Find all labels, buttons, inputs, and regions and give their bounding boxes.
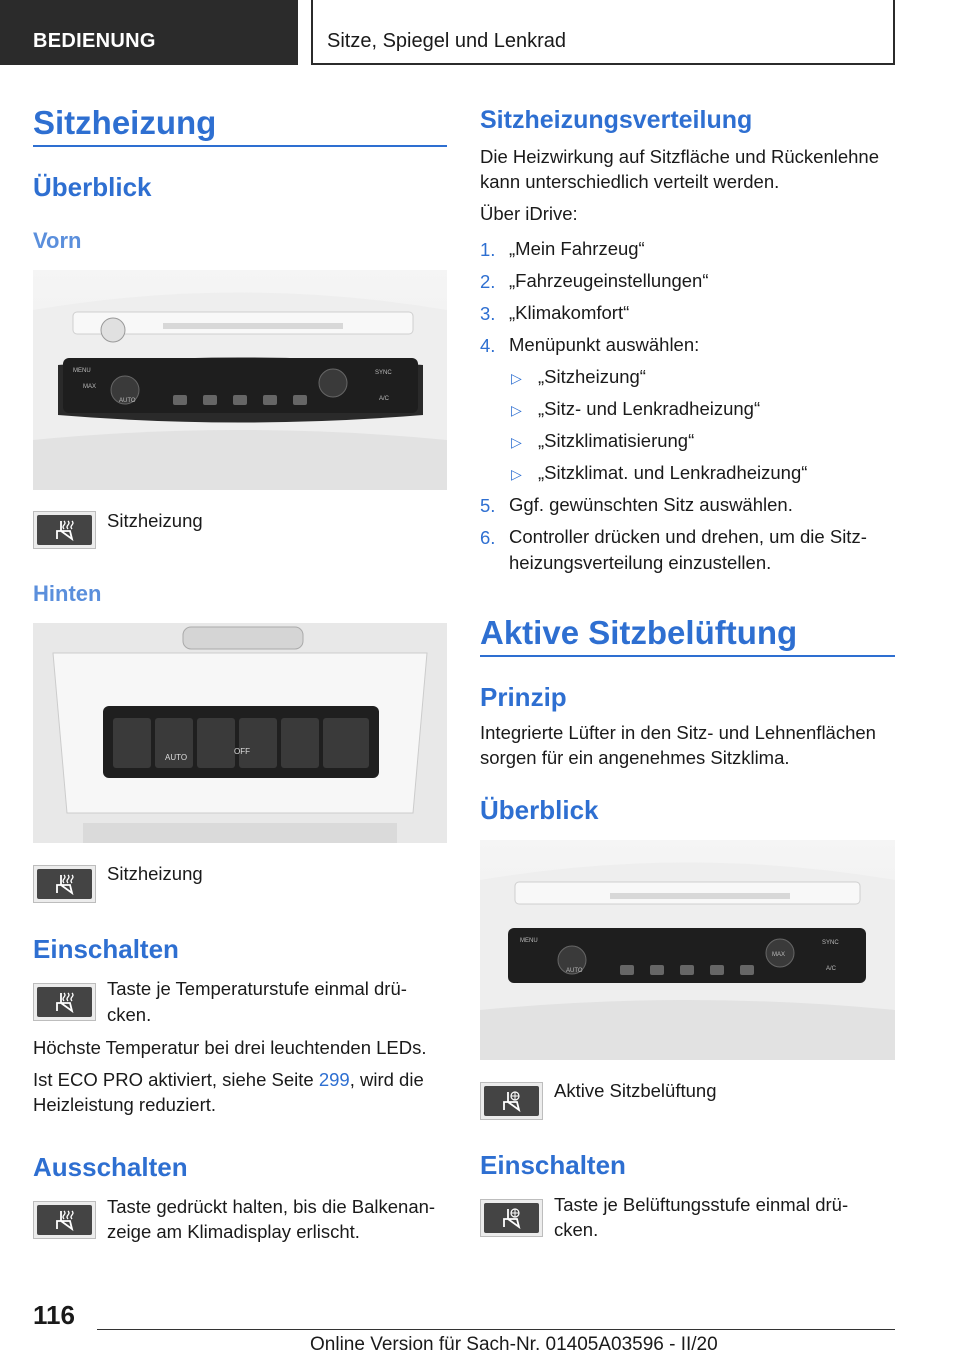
front-panel-sync-text: SYNC	[375, 370, 392, 376]
bullet-triangle-icon: ▷	[511, 434, 522, 450]
vent-on-text-line-1: Taste je Belüftungsstufe einmal drü-	[554, 1194, 849, 1215]
step-item: Menüpunkt auswählen:	[509, 334, 700, 355]
vent-panel-menu-text: MENU	[520, 938, 538, 944]
step-number: 6.	[480, 527, 496, 548]
off-text-line-2: zeige am Klimadisplay erlischt.	[107, 1221, 360, 1242]
front-climate-panel-photo	[33, 270, 447, 490]
heading-vent-overview: Überblick	[480, 795, 599, 825]
step-number: 4.	[480, 335, 496, 356]
sub-item: „Sitzheizung“	[538, 366, 646, 387]
rear-caption: Sitzheizung	[107, 863, 203, 884]
bullet-triangle-icon: ▷	[511, 370, 522, 386]
heading-front: Vorn	[33, 228, 82, 253]
eco-page-link[interactable]: 299	[318, 1069, 350, 1090]
footer-rule	[97, 1329, 895, 1330]
header-section-tab	[0, 0, 298, 65]
sub-item: „Sitz- und Lenkradheizung“	[538, 398, 761, 419]
eco-text-post: , wird die	[349, 1069, 424, 1090]
vent-panel-auto-text: AUTO	[566, 968, 583, 974]
seat-heating-button-icon	[33, 511, 96, 549]
heading-on: Einschalten	[33, 934, 179, 964]
page-number: 116	[33, 1300, 75, 1330]
step-number: 3.	[480, 303, 496, 324]
step-number: 2.	[480, 271, 496, 292]
rear-seat-heating-button-icon	[33, 865, 96, 903]
eco-text-pre: Ist ECO PRO aktiviert, siehe Seite	[33, 1069, 319, 1090]
step-item-continued: heizungsverteilung einzustellen.	[509, 552, 772, 573]
sub-item: „Sitzklimatisierung“	[538, 430, 695, 451]
on-text-line-1: Taste je Temperaturstufe einmal drü-	[107, 978, 407, 999]
seat-heating-icon	[52, 517, 78, 543]
bullet-triangle-icon: ▷	[511, 466, 522, 482]
step-number: 1.	[480, 239, 496, 260]
vent-title-rule	[480, 655, 895, 657]
front-panel-max-text: MAX	[83, 384, 97, 390]
vent-panel-ac-text: A/C	[826, 966, 837, 972]
title-sitzheizung: Sitzheizung	[33, 104, 217, 141]
off-seat-heating-button-icon	[33, 1201, 96, 1239]
header-chapter-label: Sitze, Spiegel und Lenkrad	[327, 30, 567, 52]
seat-heating-icon	[52, 989, 78, 1015]
heading-principle: Prinzip	[480, 682, 567, 712]
off-text-line-1: Taste gedrückt halten, bis die Balkenan-	[107, 1196, 436, 1217]
rear-panel-off-text: OFF	[234, 747, 250, 756]
rear-climate-panel-photo	[33, 623, 447, 843]
header-section-label: BEDIENUNG	[33, 30, 156, 52]
heading-distribution: Sitzheizungsverteilung	[480, 106, 753, 134]
seat-heating-icon	[52, 871, 78, 897]
step-item: „Fahrzeugeinstellungen“	[509, 270, 709, 291]
bullet-triangle-icon: ▷	[511, 402, 522, 418]
footer-online-version: Online Version für Sach-Nr. 01405A03596 - II/20	[310, 1334, 718, 1355]
principle-text-2: sorgen für ein angenehmes Sitzklima.	[480, 747, 790, 768]
max-temp-text: Höchste Temperatur bei drei leuchtenden LEDs.	[33, 1037, 427, 1058]
header-chapter-box	[311, 0, 895, 65]
seat-vent-button-icon	[480, 1082, 543, 1120]
sub-item: „Sitzklimat. und Lenkradheizung“	[538, 462, 808, 483]
heading-off: Ausschalten	[33, 1152, 188, 1182]
vent-on-text-line-2: cken.	[554, 1219, 599, 1240]
step-number: 5.	[480, 495, 496, 516]
title-vent: Aktive Sitzbelüftung	[480, 614, 798, 651]
eco-text-line-1	[33, 1067, 424, 1092]
eco-text-line-2: Heizleistung reduziert.	[33, 1094, 217, 1115]
principle-text-1: Integrierte Lüfter in den Sitz- und Lehnenflächen	[480, 722, 876, 743]
seat-heating-icon	[52, 1207, 78, 1233]
front-panel-auto-text: AUTO	[119, 398, 136, 404]
distribution-text-1: Die Heizwirkung auf Sitzfläche und Rückenlehne	[480, 146, 879, 167]
front-caption: Sitzheizung	[107, 510, 203, 531]
heading-vent-on: Einschalten	[480, 1150, 626, 1180]
step-item: Ggf. gewünschten Sitz auswählen.	[509, 494, 793, 515]
rear-panel-auto-text: AUTO	[165, 753, 188, 762]
heading-rear: Hinten	[33, 581, 102, 606]
title-rule	[33, 145, 447, 147]
step-item: „Klimakomfort“	[509, 302, 630, 323]
seat-ventilation-icon	[499, 1088, 525, 1114]
vent-climate-panel-photo	[480, 840, 895, 1060]
on-seat-heating-button-icon	[33, 983, 96, 1021]
seat-ventilation-icon	[499, 1205, 525, 1231]
heading-overview: Überblick	[33, 172, 152, 202]
front-panel-ac-text: A/C	[379, 396, 390, 402]
vent-panel-max-text: MAX	[772, 952, 786, 958]
front-panel-menu-text: MENU	[73, 368, 91, 374]
vent-caption: Aktive Sitzbelüftung	[554, 1080, 717, 1101]
vent-panel-sync-text: SYNC	[822, 940, 839, 946]
vent-on-button-icon	[480, 1199, 543, 1237]
idrive-text: Über iDrive:	[480, 203, 578, 224]
step-item: Controller drücken und drehen, um die Sitz-	[509, 526, 867, 547]
step-item: „Mein Fahrzeug“	[509, 238, 645, 259]
on-text-line-2: cken.	[107, 1004, 152, 1025]
distribution-text-2: kann unterschiedlich verteilt werden.	[480, 171, 780, 192]
